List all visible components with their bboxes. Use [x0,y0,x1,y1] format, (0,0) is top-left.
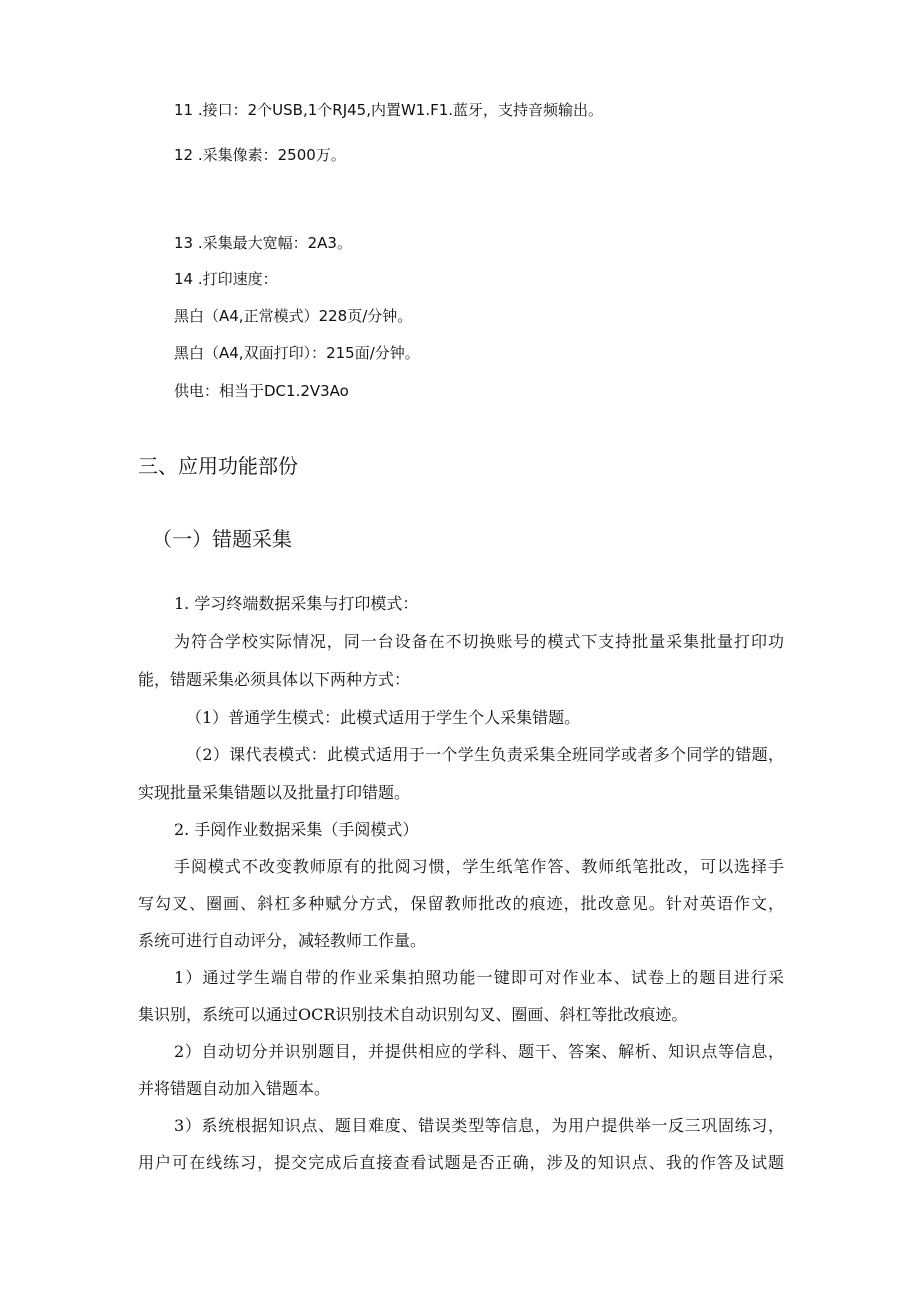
paragraph-2-title: 2. 手阅作业数据采集（手阅模式） [174,820,419,839]
feature-3-line-2: 用户可在线练习，提交完成后直接查看试题是否正确，涉及的知识点、我的作答及试题 [138,1153,784,1172]
mode-1: （1）普通学生模式：此模式适用于学生个人采集错题。 [186,708,581,727]
spec-interface: 11 .接口：2个USB,1个RJ45,内置W1.F1.蓝牙，支持音频输出。 [174,101,604,119]
paragraph-1-line-1: 为符合学校实际情况，同一台设备在不切换账号的模式下支持批量采集批量打印功 [174,632,784,651]
spec-print-speed: 14 .打印速度： [174,270,278,288]
feature-2-line-2: 并将错题自动加入错题本。 [138,1079,331,1098]
feature-1-line-2: 集识别，系统可以通过OCR识别技术自动识别勾叉、圈画、斜杠等批改痕迹。 [138,1005,688,1024]
feature-1-line-1: 1）通过学生端自带的作业采集拍照功能一键即可对作业本、试卷上的题目进行采 [174,968,784,987]
section-heading: 三、应用功能部份 [138,454,298,478]
paragraph-2-line-1: 手阅模式不改变教师原有的批阅习惯，学生纸笔作答、教师纸笔批改，可以选择手 [174,857,784,876]
spec-speed-normal: 黑白（A4,正常模式）228页/分钟。 [174,307,413,325]
spec-power: 供电：相当于DC1.2V3Ao [174,382,349,400]
mode-2-line-1: （2）课代表模式：此模式适用于一个学生负责采集全班同学或者多个同学的错题， [186,745,784,764]
mode-2-line-2: 实现批量采集错题以及批量打印错题。 [138,783,411,802]
paragraph-1-title: 1. 学习终端数据采集与打印模式： [174,594,419,613]
feature-2-line-1: 2）自动切分并识别题目，并提供相应的学科、题干、答案、解析、知识点等信息， [174,1042,784,1061]
subsection-heading: （一）错题采集 [152,527,292,551]
spec-max-width: 13 .采集最大宽幅：2A3。 [174,234,352,252]
paragraph-2-line-3: 系统可进行自动评分，减轻教师工作量。 [138,931,427,950]
feature-3-line-1: 3）系统根据知识点、题目难度、错误类型等信息，为用户提供举一反三巩固练习， [174,1116,784,1135]
paragraph-2-line-2: 写勾叉、圈画、斜杠多种赋分方式，保留教师批改的痕迹，批改意见。针对英语作文， [138,894,784,913]
spec-pixels: 12 .采集像素：2500万。 [174,146,346,164]
paragraph-1-line-2: 能，错题采集必须具体以下两种方式： [138,670,411,689]
spec-speed-duplex: 黑白（A4,双面打印）：215面/分钟。 [174,344,420,362]
